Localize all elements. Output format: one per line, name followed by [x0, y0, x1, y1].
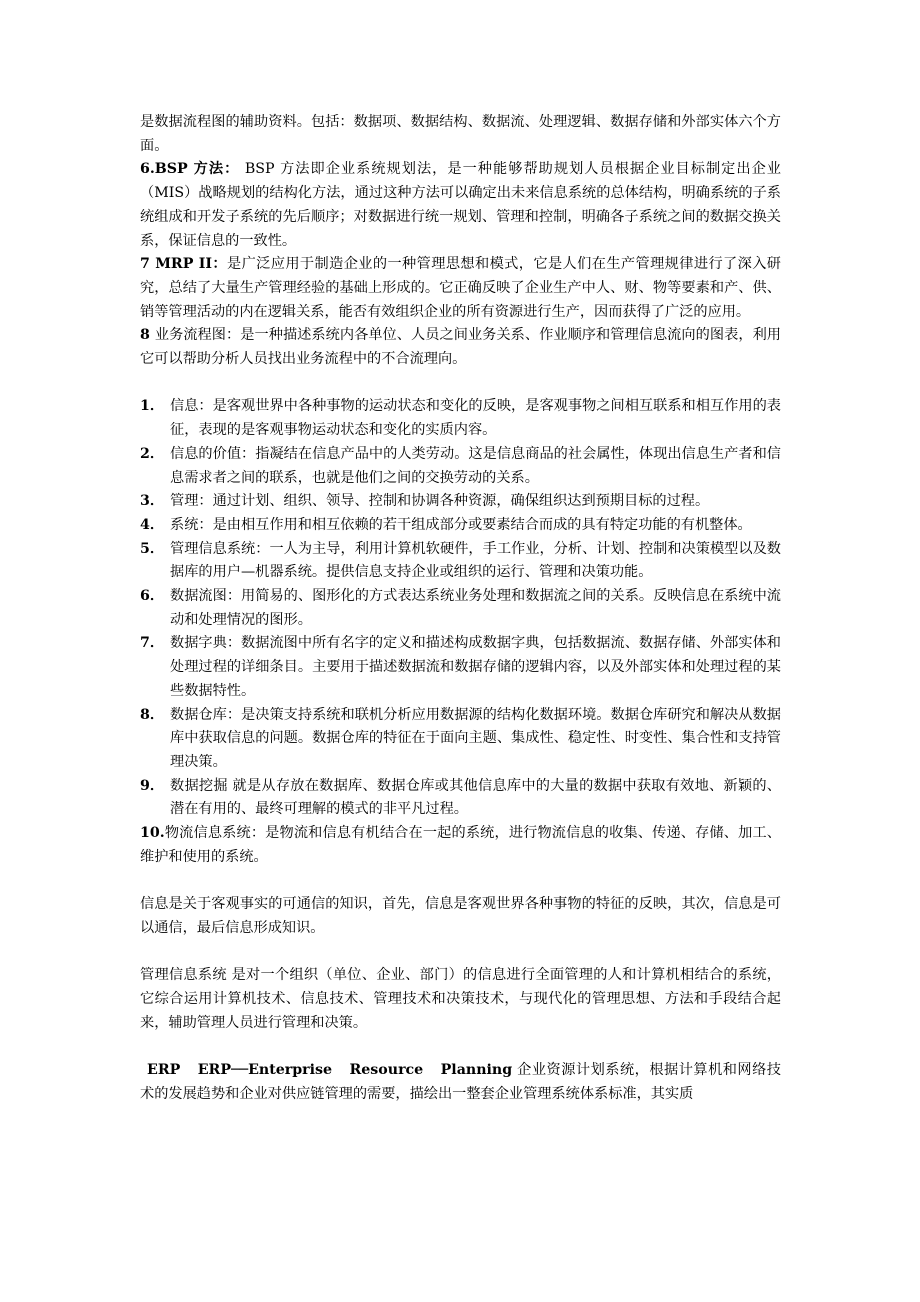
item-mrp-text: 是广泛应用于制造企业的一种管理思想和模式，它是人们在生产管理规律进行了深入研究，总结了大量生产管理经验的基础上形成的。它正确反映了企业生产中人、财、物等要素和产、供、销等管理活动的内在逻辑关系，能否有效组织企业的所有资源进行生产，因而获得了广泛的应用。	[140, 256, 781, 320]
item-business-flow	[140, 324, 781, 371]
item-bsp-label: 6.BSP 方法：	[140, 161, 240, 178]
list-item-text: 信息的价值：指凝结在信息产品中的人类劳动。这是信息商品的社会属性，体现出信息生产者和信息需求者之间的联系，也就是他们之间的交换劳动的关系。	[170, 445, 781, 486]
erp-paragraph	[140, 1059, 781, 1106]
list-item	[140, 514, 781, 538]
list-item-number: 8．	[140, 706, 165, 723]
item-bsp	[140, 158, 781, 253]
list-item	[140, 443, 781, 490]
document-page	[140, 111, 781, 1106]
list-item-number: 3．	[140, 493, 165, 510]
list-item	[140, 632, 781, 703]
list-item-number: 7．	[140, 635, 165, 652]
item-bsp-text: BSP 方法即企业系统规划法，是一种能够帮助规划人员根据企业目标制定出企业（MIS）战略规划的结构化方法，通过这种方法可以确定出未来信息系统的总体结构，明确系统的子系统组成和开发子系统的先后顺序；对数据进行统一规划、管理和控制，明确各子系统之间的数据交换关系，保证信息的一致性。	[140, 161, 781, 249]
list-item-text: 管理：通过计划、组织、领导、控制和协调各种资源，确保组织达到预期目标的过程。	[170, 493, 710, 510]
item-business-flow-label: 8	[140, 327, 155, 344]
item-mrp	[140, 253, 781, 324]
info-paragraph: 信息是关于客观事实的可通信的知识，首先，信息是客观世界各种事物的特征的反映，其次，信息是可以通信，最后信息形成知识。	[140, 896, 781, 936]
list-item-number: 6．	[140, 588, 165, 605]
list-item	[140, 490, 781, 514]
list-item	[140, 585, 781, 632]
intro-paragraph: 是数据流程图的辅助资料。包括：数据项、数据结构、数据流、处理逻辑、数据存储和外部实体六个方面。	[140, 114, 781, 154]
list-item-text: 数据字典：数据流图中所有名字的定义和描述构成数据字典，包括数据流、数据存储、外部实体和处理过程的详细条目。主要用于描述数据流和数据存储的逻辑内容，以及外部实体和处理过程的某些数据特性。	[170, 635, 781, 699]
list-item-text: 系统：是由相互作用和相互依赖的若干组成部分或要素结合而成的具有特定功能的有机整体。	[170, 516, 752, 533]
item-logistics	[140, 822, 781, 869]
list-item-number: 1．	[140, 398, 165, 415]
item-logistics-label: 10.	[140, 825, 165, 842]
list-item-number: 5．	[140, 540, 165, 557]
spacer	[140, 869, 781, 893]
list-item-number: 4．	[140, 516, 165, 533]
list-item-text: 数据流图：用简易的、图形化的方式表达系统业务处理和数据流之间的关系。反映信息在系统中流动和处理情况的图形。	[170, 588, 781, 628]
list-item	[140, 775, 781, 822]
spacer	[140, 372, 781, 396]
mis-paragraph: 管理信息系统 是对一个组织（单位、企业、部门）的信息进行全面管理的人和计算机相结合的系统，它综合运用计算机技术、信息技术、管理技术和决策技术，与现代化的管理思想、方法和手段结合起来，辅助管理人员进行管理和决策。	[140, 967, 781, 1031]
item-mrp-label: 7 MRP II：	[140, 256, 227, 273]
list-item-number: 2．	[140, 445, 165, 462]
list-item-text: 数据仓库：是决策支持系统和联机分析应用数据源的结构化数据环境。数据仓库研究和解决从数据库中获取信息的问题。数据仓库的特征在于面向主题、集成性、稳定性、时变性、集合性和支持管理决策。	[170, 706, 781, 770]
list-item	[140, 704, 781, 775]
list-item	[140, 395, 781, 442]
spacer	[140, 941, 781, 965]
item-logistics-text: 物流信息系统：是物流和信息有机结合在一起的系统，进行物流信息的收集、传递、存储、加工、维护和使用的系统。	[140, 825, 781, 865]
list-item-text: 信息：是客观世界中各种事物的运动状态和变化的反映，是客观事物之间相互联系和相互作用的表征，表现的是客观事物运动状态和变化的实质内容。	[170, 398, 781, 439]
list-item-text: 管理信息系统：一人为主导，利用计算机软硬件，手工作业，分析、计划、控制和决策模型以及数据库的用户—机器系统。提供信息支持企业或组织的运行、管理和决策功能。	[170, 540, 781, 581]
erp-text: 企业资源计划系统，根据计算机和网络技术的发展趋势和企业对供应链管理的需要，描绘出一整套企业管理系统体系标准，其实质	[140, 1062, 781, 1102]
list-item	[140, 538, 781, 585]
list-item-number: 9．	[140, 777, 165, 794]
list-item-text: 数据挖掘 就是从存放在数据库、数据仓库或其他信息库中的大量的数据中获取有效地、新颖的、潜在有用的、最终可理解的模式的非平凡过程。	[170, 777, 781, 818]
spacer	[140, 1035, 781, 1059]
erp-heading: ERP ERP──Enterprise Resource Planning	[147, 1062, 513, 1079]
item-business-flow-text: 业务流程图：是一种描述系统内各单位、人员之间业务关系、作业顺序和管理信息流向的图表，利用它可以帮助分析人员找出业务流程中的不合流理向。	[140, 327, 781, 368]
definitions-list	[140, 395, 781, 822]
